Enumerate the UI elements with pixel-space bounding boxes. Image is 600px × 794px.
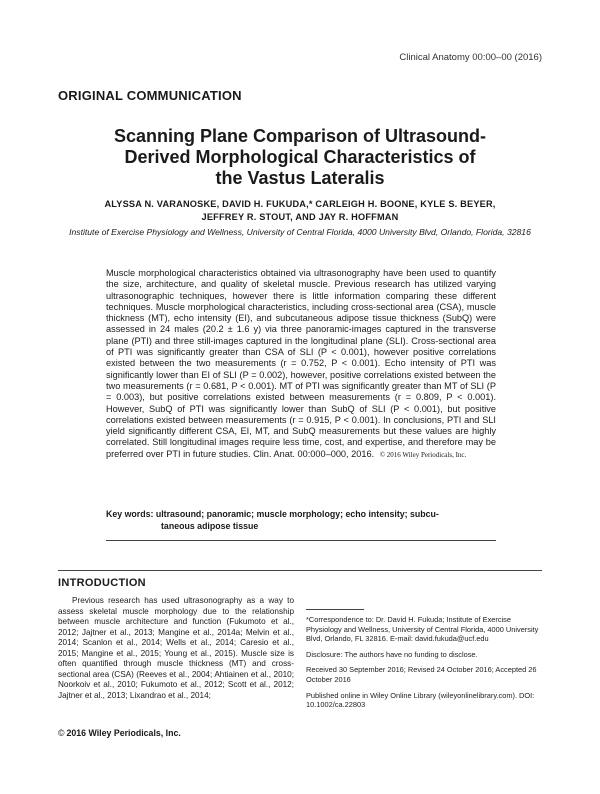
section-divider bbox=[58, 570, 542, 571]
introduction-heading: INTRODUCTION bbox=[58, 577, 146, 589]
keywords-divider bbox=[106, 540, 496, 541]
article-title bbox=[60, 126, 540, 189]
author-line: ALYSSA N. VARANOSKE, DAVID H. FUKUDA,* CARLEIGH H. BOONE, KYLE S. BEYER, bbox=[104, 199, 496, 209]
introduction-paragraph: Previous research has used ultrasonography as a way to assess skeletal muscle morphology due to the relationship between muscle architecture and function (Fukumoto et al., 2012; Jajtner et al., 2013; Mangine et al., 2014a; Melvin et al., 2014; Scanlon et al., 2014; Wells et al., 2014; Caresio et al., 2015; Mangine et al., 2015; Young et al., 2015). Muscle size is often quantified through muscle thickness (MT) and cross-sectional area (CSA) (Reeves et al., 2004; Ahtiainen et al., 2010; Noorkoiv et al., 2010; Fukumoto et al., 2012; Scott et al., 2012; Jajtner et al., 2013; Lixandrao et al., 2014; bbox=[58, 596, 294, 700]
abstract-text: Muscle morphological characteristics obtained via ultrasonography have been used to quantify the size, architecture, and quality of skeletal muscle. Previous research has utilized varying ultrasonographic techniques, however there is little information comparing these different techniques. Muscle morphological characteristics, including cross-sectional area (CSA), muscle thickness (MT), echo intensity (EI), and subcutaneous adipose tissue thickness (SubQ) were assessed in 24 males (20.2 ± 1.6 y) via three panoramic-images captured in the transverse plane (PTI) and three still-images captured in the longitudinal plane (SLI). Cross-sectional area of PTI was significantly greater than CSA of SLI (P < 0.001), however positive correlations existed between the two measurements (r = 0.752, P < 0.001). Echo intensity of PTI was significantly lower than EI of SLI (P = 0.002), however, positive correlations existed between the two measurements (r = 0.681, P < 0.001). MT of PTI was significantly greater than MT of SLI (P = 0.003), but positive correlations existed between measurements (r = 0.809, P < 0.001). However, SubQ of PTI was significantly lower than SubQ of SLI (P < 0.001), but positive correlations existed between measurements (r = 0.915, P < 0.001). In conclusions, PTI and SLI yield significantly different CSA, EI, MT, and SubQ measurements but these values are highly correlated. Still longitudinal images require less time, cost, and expertise, and therefore may be preferred over PTI in future studies. Clin. Anat. 00:000–000, 2016. bbox=[106, 268, 496, 459]
abstract bbox=[106, 268, 496, 461]
affiliation: Institute of Exercise Physiology and Wellness, University of Central Florida, 4000 University Blvd, Orlando, Florida, 32816 bbox=[69, 227, 531, 237]
keywords-line: taneous adipose tissue bbox=[161, 521, 259, 531]
title-line: Derived Morphological Characteristics of bbox=[124, 147, 476, 167]
publisher-copyright bbox=[58, 728, 181, 738]
title-line: the Vastus Lateralis bbox=[215, 168, 385, 188]
journal-citation: Clinical Anatomy 00:00–00 (2016) bbox=[399, 52, 542, 63]
footnote-divider bbox=[306, 609, 364, 610]
dates-note: Received 30 September 2016; Revised 24 October 2016; Accepted 26 October 2016 bbox=[306, 665, 537, 684]
keywords-line: Key words: ultrasound; panoramic; muscle morphology; echo intensity; subcu- bbox=[106, 509, 439, 519]
disclosure-note: Disclosure: The authors have no funding to disclose. bbox=[306, 649, 478, 659]
author-line: JEFFREY R. STOUT, AND JAY R. HOFFMAN bbox=[201, 212, 399, 222]
keywords bbox=[106, 508, 496, 532]
footnotes bbox=[306, 615, 542, 716]
copyright-symbol: © bbox=[58, 728, 65, 738]
title-line: Scanning Plane Comparison of Ultrasound- bbox=[113, 126, 487, 146]
introduction-body bbox=[58, 596, 294, 701]
correspondence-note: *Correspondence to: Dr. David H. Fukuda; Institute of Exercise Physiology and Wellness, University of Central Florida, 4000 University Blvd, Orlando, FL 32816. E-mail: david.fukuda@ucf.edu bbox=[306, 615, 539, 644]
author-list bbox=[60, 198, 540, 224]
published-note: Published online in Wiley Online Library (wileyonlinelibrary.com). DOI: 10.1002/ca.22803 bbox=[306, 690, 535, 710]
publisher-copyright-text: 2016 Wiley Periodicals, Inc. bbox=[66, 728, 181, 738]
abstract-copyright: © 2016 Wiley Periodicals, Inc. bbox=[379, 450, 467, 459]
section-label: ORIGINAL COMMUNICATION bbox=[58, 88, 242, 103]
